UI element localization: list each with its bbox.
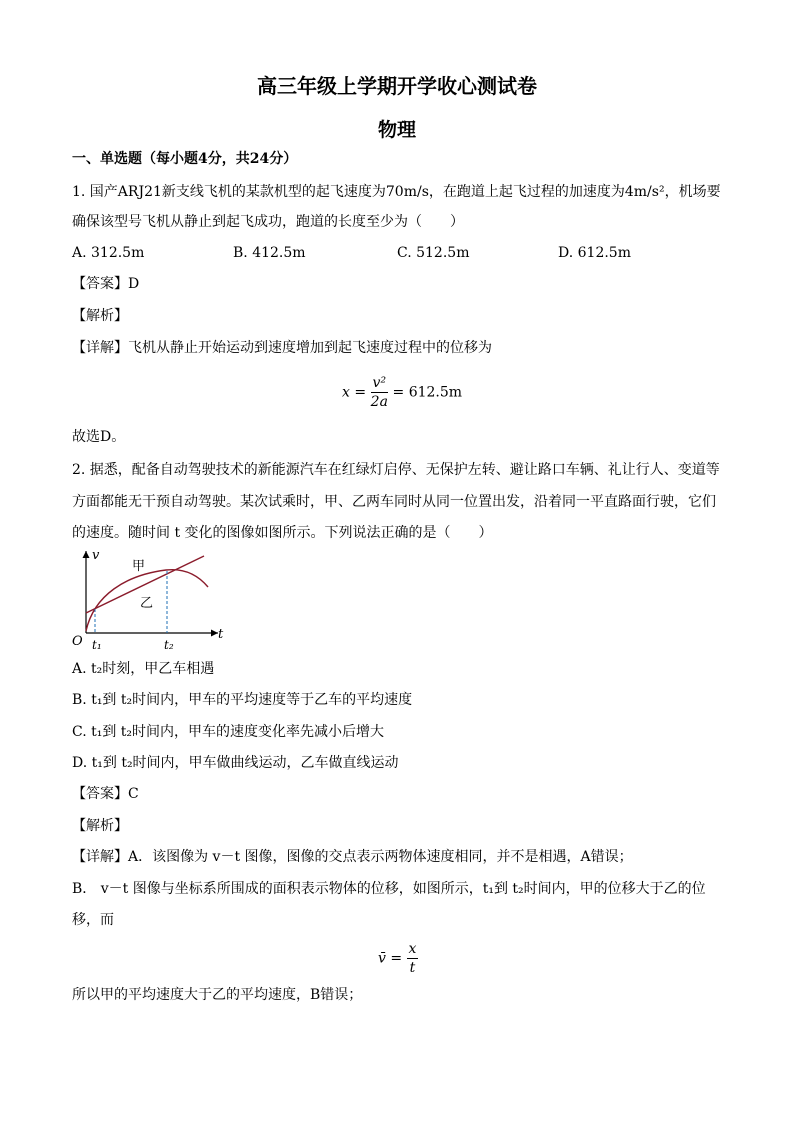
formula-fraction	[371, 374, 389, 411]
q2-analysis-label: 【解析】	[72, 818, 128, 834]
q2-detail-b-line1: B． v－t 图像与坐标系所围成的面积表示物体的位移，如图所示，t₁到 t₂时间内，甲的位移大于乙的位	[72, 881, 706, 897]
t-axis-label: t	[218, 627, 224, 642]
q2-detail-b-line2: 移，而	[72, 912, 114, 928]
answer-label: 【答案】	[72, 276, 128, 292]
answer-label: 【答案】	[72, 786, 128, 802]
q2-detail-b-line3: 所以甲的平均速度大于乙的平均速度，B错误；	[72, 987, 363, 1003]
detail-text: 飞机从静止开始运动到速度增加到起飞速度过程中的位移为	[128, 340, 492, 356]
q2-answer	[72, 783, 139, 805]
formula-numerator: v²	[372, 375, 387, 391]
q2-option-b: B. t₁到 t₂时间内，甲车的平均速度等于乙车的平均速度	[72, 692, 413, 708]
formula-fraction	[407, 940, 419, 977]
formula-lhs: x =	[342, 384, 367, 401]
q2-stem-line2: 方面都能无干预自动驾驶。某次试乘时，甲、乙两车同时从同一位置出发，沿着同一平直路面行驶，它们	[72, 494, 716, 510]
q1-option-c: C. 512.5m	[397, 245, 470, 261]
detail-label: 【详解】	[72, 340, 128, 356]
formula-lhs: v̄ =	[378, 950, 403, 967]
vt-graph	[66, 545, 236, 655]
q2-option-c: C. t₁到 t₂时间内，甲车的速度变化率先减小后增大	[72, 724, 385, 740]
q2-option-d: D. t₁到 t₂时间内，甲车做曲线运动，乙车做直线运动	[72, 755, 399, 771]
page-title: 高三年级上学期开学收心测试卷	[257, 74, 537, 98]
v-axis-label: v	[92, 548, 100, 563]
q1-answer	[72, 273, 139, 295]
q1-option-b: B. 412.5m	[233, 245, 306, 261]
formula-rhs: = 612.5m	[392, 384, 463, 401]
section-heading: 一、单选题（每小题4分，共24分）	[72, 151, 298, 167]
detail-text-a: A．该图像为 v－t 图像，图像的交点表示两物体速度相同，并不是相遇，A错误；	[128, 849, 633, 865]
detail-label: 【详解】	[72, 849, 128, 865]
q2-formula	[378, 940, 418, 977]
q2-option-a: A. t₂时刻，甲乙车相遇	[72, 661, 215, 677]
q1-analysis-label: 【解析】	[72, 308, 128, 324]
label-yi: 乙	[140, 596, 154, 611]
q1-formula	[342, 374, 462, 411]
t2-label: t₂	[164, 638, 174, 652]
q1-stem-line1: 1. 国产ARJ21新支线飞机的某款机型的起飞速度为70m/s，在跑道上起飞过程的加速度为4m/s²，机场要	[72, 184, 721, 200]
answer-value: C	[128, 786, 139, 802]
origin-label: O	[72, 634, 83, 649]
q1-option-a: A. 312.5m	[72, 245, 145, 261]
q2-detail-a	[72, 846, 633, 868]
q1-conclusion: 故选D。	[72, 429, 126, 445]
q2-stem-line1: 2. 据悉，配备自动驾驶技术的新能源汽车在红绿灯启停、无保护左转、避让路口车辆、礼让行人、变道等	[72, 462, 720, 478]
label-jia: 甲	[132, 559, 146, 574]
t1-label: t₁	[92, 638, 102, 652]
formula-numerator: x	[408, 941, 417, 957]
q1-detail	[72, 337, 492, 359]
subject-title: 物理	[377, 119, 416, 141]
answer-value: D	[128, 276, 140, 292]
formula-denominator: 2a	[370, 394, 388, 410]
q1-option-d: D. 612.5m	[558, 245, 631, 261]
formula-denominator: t	[409, 960, 416, 976]
q2-stem-line3: 的速度。随时间 t 变化的图像如图所示。下列说法正确的是（ ）	[72, 525, 493, 541]
q1-stem-line2: 确保该型号飞机从静止到起飞成功，跑道的长度至少为（ ）	[72, 214, 464, 230]
